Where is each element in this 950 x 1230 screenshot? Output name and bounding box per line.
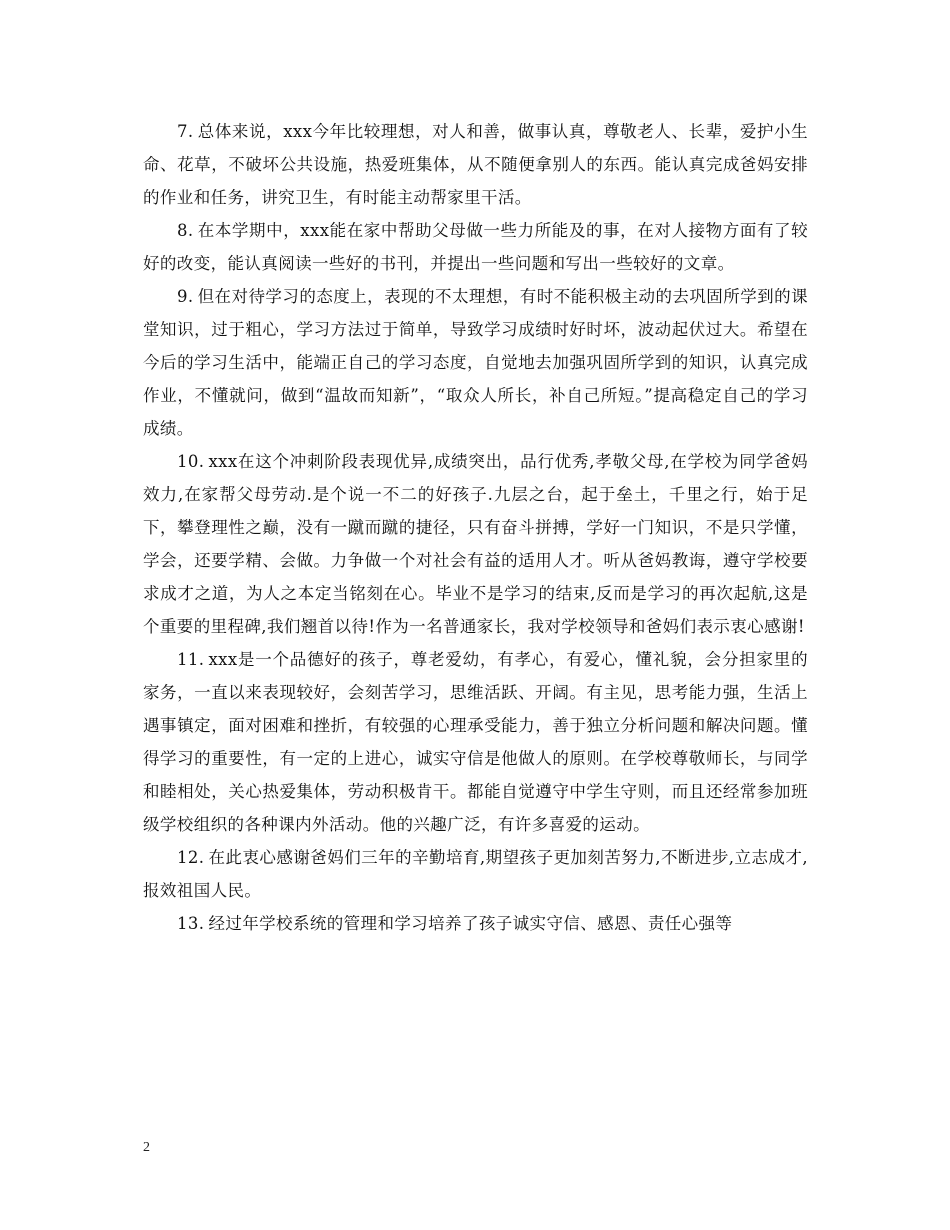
paragraph-text: xxx是一个品德好的孩子，尊老爱幼，有孝心，有爱心，懂礼貌，会分担家里的家务，一直以来表现较好，会刻苦学习，思维活跃、开阔。有主见，思考能力强，生活上遇事镇定，面对困难和挫折，有较强的心理承受能力，善于独立分析问题和解决问题。懂得学习的重要性，有一定的上进心，诚实守信是他做人的原则。在学校尊敬师长，与同学和睦相处，关心热爱集体，劳动积极肯干。都能自觉遵守中学生守则，而且还经常参加班级学校组织的各种课内外活动。他的兴趣广泛，有许多喜爱的运动。 bbox=[143, 650, 808, 834]
paragraph-number: 10. bbox=[177, 452, 205, 471]
paragraph-number: 8. bbox=[177, 221, 194, 240]
paragraph-8 bbox=[143, 214, 808, 280]
paragraph-9 bbox=[143, 280, 808, 445]
paragraph-number: 7. bbox=[177, 122, 194, 141]
document-body bbox=[143, 115, 808, 940]
paragraph-text: 在此衷心感谢爸妈们三年的辛勤培育,期望孩子更加刻苦努力,不断进步,立志成才,报效祖国人民。 bbox=[143, 848, 808, 900]
paragraph-text: 但在对待学习的态度上，表现的不太理想，有时不能积极主动的去巩固所学到的课堂知识，过于粗心，学习方法过于简单，导致学习成绩时好时坏，波动起伏过大。希望在今后的学习生活中，能端正自己的学习态度，自觉地去加强巩固所学到的知识，认真完成作业，不懂就问，做到“温故而知新”，“取众人所长，补自己所短。”提高稳定自己的学习成绩。 bbox=[143, 287, 808, 438]
paragraph-text: 在本学期中，xxx能在家中帮助父母做一些力所能及的事，在对人接物方面有了较好的改变，能认真阅读一些好的书刊，并提出一些问题和写出一些较好的文章。 bbox=[143, 221, 808, 273]
paragraph-number: 13. bbox=[177, 914, 205, 933]
paragraph-10 bbox=[143, 445, 808, 643]
paragraph-7 bbox=[143, 115, 808, 214]
paragraph-text: 经过年学校系统的管理和学习培养了孩子诚实守信、感恩、责任心强等 bbox=[208, 914, 733, 933]
paragraph-12 bbox=[143, 841, 808, 907]
paragraph-number: 11. bbox=[177, 650, 205, 669]
page-number: 2 bbox=[143, 1140, 150, 1155]
paragraph-text: 总体来说，xxx今年比较理想，对人和善，做事认真，尊敬老人、长辈，爱护小生命、花草，不破坏公共设施，热爱班集体，从不随便拿别人的东西。能认真完成爸妈安排的作业和任务，讲究卫生，有时能主动帮家里干活。 bbox=[143, 122, 808, 207]
paragraph-13 bbox=[143, 907, 808, 940]
paragraph-text: xxx在这个冲刺阶段表现优异,成绩突出，品行优秀,孝敬父母,在学校为同学爸妈效力,在家帮父母劳动.是个说一不二的好孩子.九层之台，起于垒土，千里之行，始于足下，攀登理性之巅，没有一蹴而蹴的捷径，只有奋斗拼搏，学好一门知识，不是只学懂，学会，还要学精、会做。力争做一个对社会有益的适用人才。听从爸妈教诲，遵守学校要求成才之道，为人之本定当铭刻在心。毕业不是学习的结束,反而是学习的再次起航,这是个重要的里程碑,我们翘首以待!作为一名普通家长，我对学校领导和爸妈们表示衷心感谢! bbox=[143, 452, 808, 636]
paragraph-number: 9. bbox=[177, 287, 194, 306]
paragraph-number: 12. bbox=[177, 848, 205, 867]
paragraph-11 bbox=[143, 643, 808, 841]
